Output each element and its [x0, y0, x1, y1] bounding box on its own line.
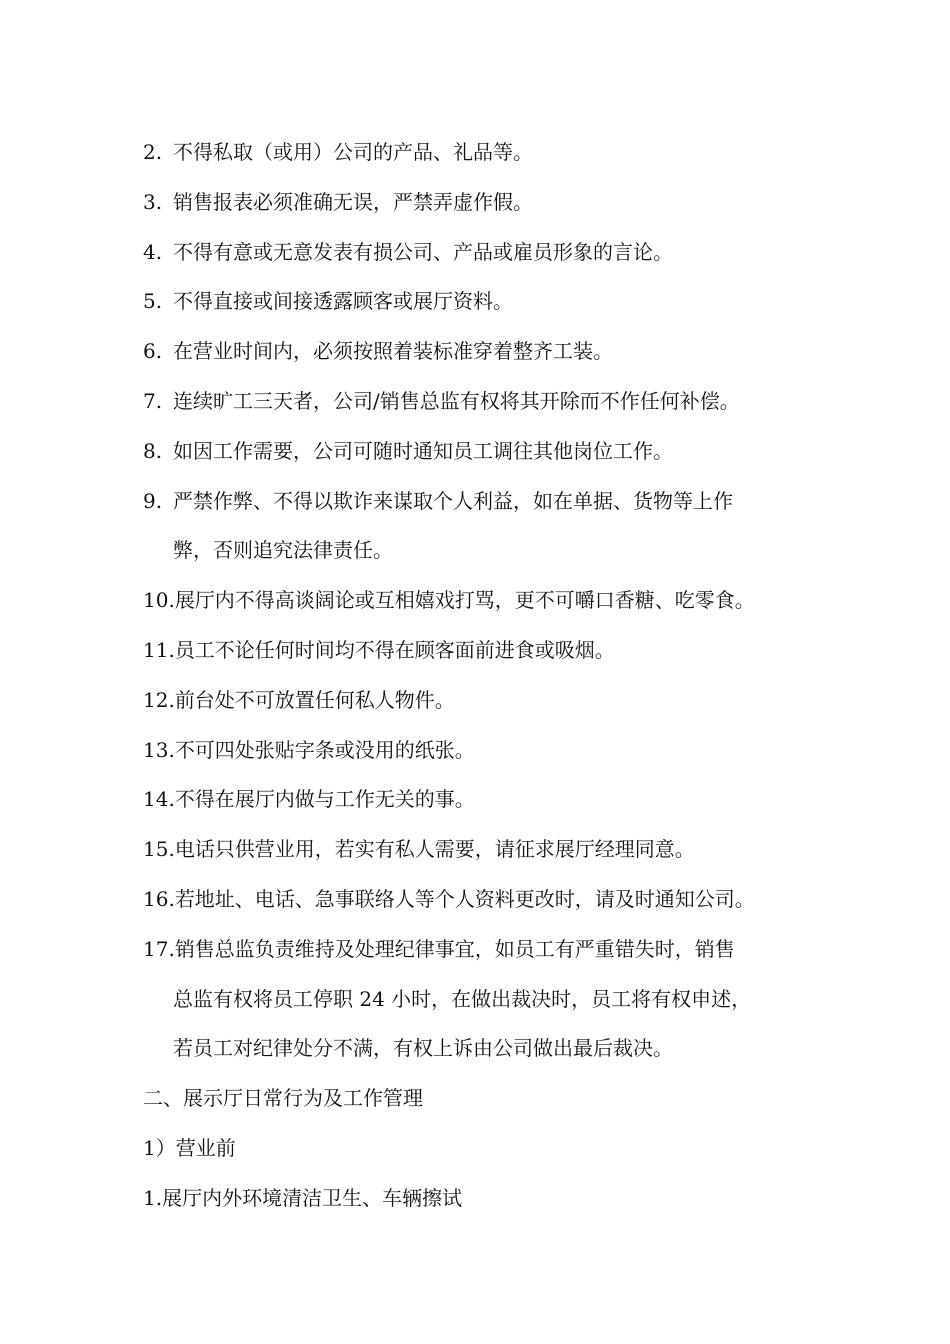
- list-item: [143, 377, 833, 427]
- list-item: [143, 676, 833, 726]
- item-number: 3.: [143, 189, 163, 214]
- list-item: [143, 228, 833, 278]
- item-text: 展厅内外环境清洁卫生、车辆擦试: [162, 1185, 463, 1210]
- item-number: 11.: [143, 637, 175, 662]
- item-number: 9.: [143, 488, 163, 513]
- item-text: 若地址、电话、急事联络人等个人资料更改时，请及时通知公司。: [174, 886, 755, 911]
- item-number: 5.: [143, 289, 163, 314]
- item-text: 销售总监负责维持及处理纪律事宜，如员工有严重错失时，销售: [174, 936, 735, 961]
- list-item-continuation: 若员工对纪律处分不满，有权上诉由公司做出最后裁决。: [173, 1036, 673, 1061]
- item-text: 不得私取（或用）公司的产品、礼品等。: [173, 140, 533, 164]
- item-number: 17.: [143, 936, 175, 961]
- item-text: 不得在展厅内做与工作无关的事。: [174, 787, 475, 812]
- list-item: [143, 825, 833, 875]
- item-number: 1.: [143, 1185, 163, 1210]
- list-item: [143, 277, 833, 327]
- item-text: 严禁作弊、不得以欺诈来谋取个人利益，如在单据、货物等上作: [173, 488, 733, 513]
- subsection-heading: 1）营业前: [143, 1135, 236, 1160]
- list-item: [143, 875, 833, 925]
- list-item: [143, 925, 833, 975]
- item-number: 13.: [143, 737, 175, 762]
- item-text: 展厅内不得高谈阔论或互相嬉戏打骂，更不可嚼口香糖、吃零食。: [174, 588, 755, 613]
- section-heading: 二、展示厅日常行为及工作管理: [143, 1086, 423, 1111]
- list-item: [143, 477, 833, 527]
- list-item: [143, 726, 833, 776]
- list-item: [143, 178, 833, 228]
- list-item: [143, 626, 833, 676]
- item-text: 销售报表必须准确无误，严禁弄虚作假。: [173, 189, 533, 214]
- item-number: 4.: [143, 239, 163, 264]
- item-number: 6.: [143, 339, 163, 364]
- item-text: 前台处不可放置任何私人物件。: [174, 687, 455, 712]
- list-item: [143, 327, 833, 377]
- item-text: 连续旷工三天者，公司/销售总监有权将其开除而不作任何补偿。: [173, 388, 740, 413]
- item-text: 不得有意或无意发表有损公司、产品或雇员形象的言论。: [173, 239, 673, 264]
- list-item-continuation: 弊，否则追究法律责任。: [173, 538, 393, 563]
- item-number: 7.: [143, 388, 163, 413]
- list-item: [143, 576, 833, 626]
- list-item: [143, 128, 833, 178]
- list-item: [143, 1174, 833, 1224]
- item-text: 如因工作需要，公司可随时通知员工调往其他岗位工作。: [173, 438, 673, 463]
- item-number: 2.: [143, 140, 163, 164]
- item-text: 电话只供营业用，若实有私人需要，请征求展厅经理同意。: [174, 837, 695, 862]
- item-number: 15.: [143, 837, 175, 862]
- list-item: [143, 427, 833, 477]
- list-item: [143, 775, 833, 825]
- document-body: [143, 128, 833, 1224]
- item-text: 在营业时间内，必须按照着装标准穿着整齐工装。: [173, 339, 613, 364]
- item-text: 不可四处张贴字条或没用的纸张。: [174, 737, 475, 762]
- item-number: 14.: [143, 787, 175, 812]
- item-number: 12.: [143, 687, 175, 712]
- item-number: 10.: [143, 588, 175, 613]
- list-item-continuation: 总监有权将员工停职 24 小时，在做出裁决时，员工将有权申述，: [173, 986, 752, 1011]
- item-number: 8.: [143, 438, 163, 463]
- item-number: 16.: [143, 886, 175, 911]
- item-text: 员工不论任何时间均不得在顾客面前进食或吸烟。: [174, 637, 615, 662]
- item-text: 不得直接或间接透露顾客或展厅资料。: [173, 289, 513, 314]
